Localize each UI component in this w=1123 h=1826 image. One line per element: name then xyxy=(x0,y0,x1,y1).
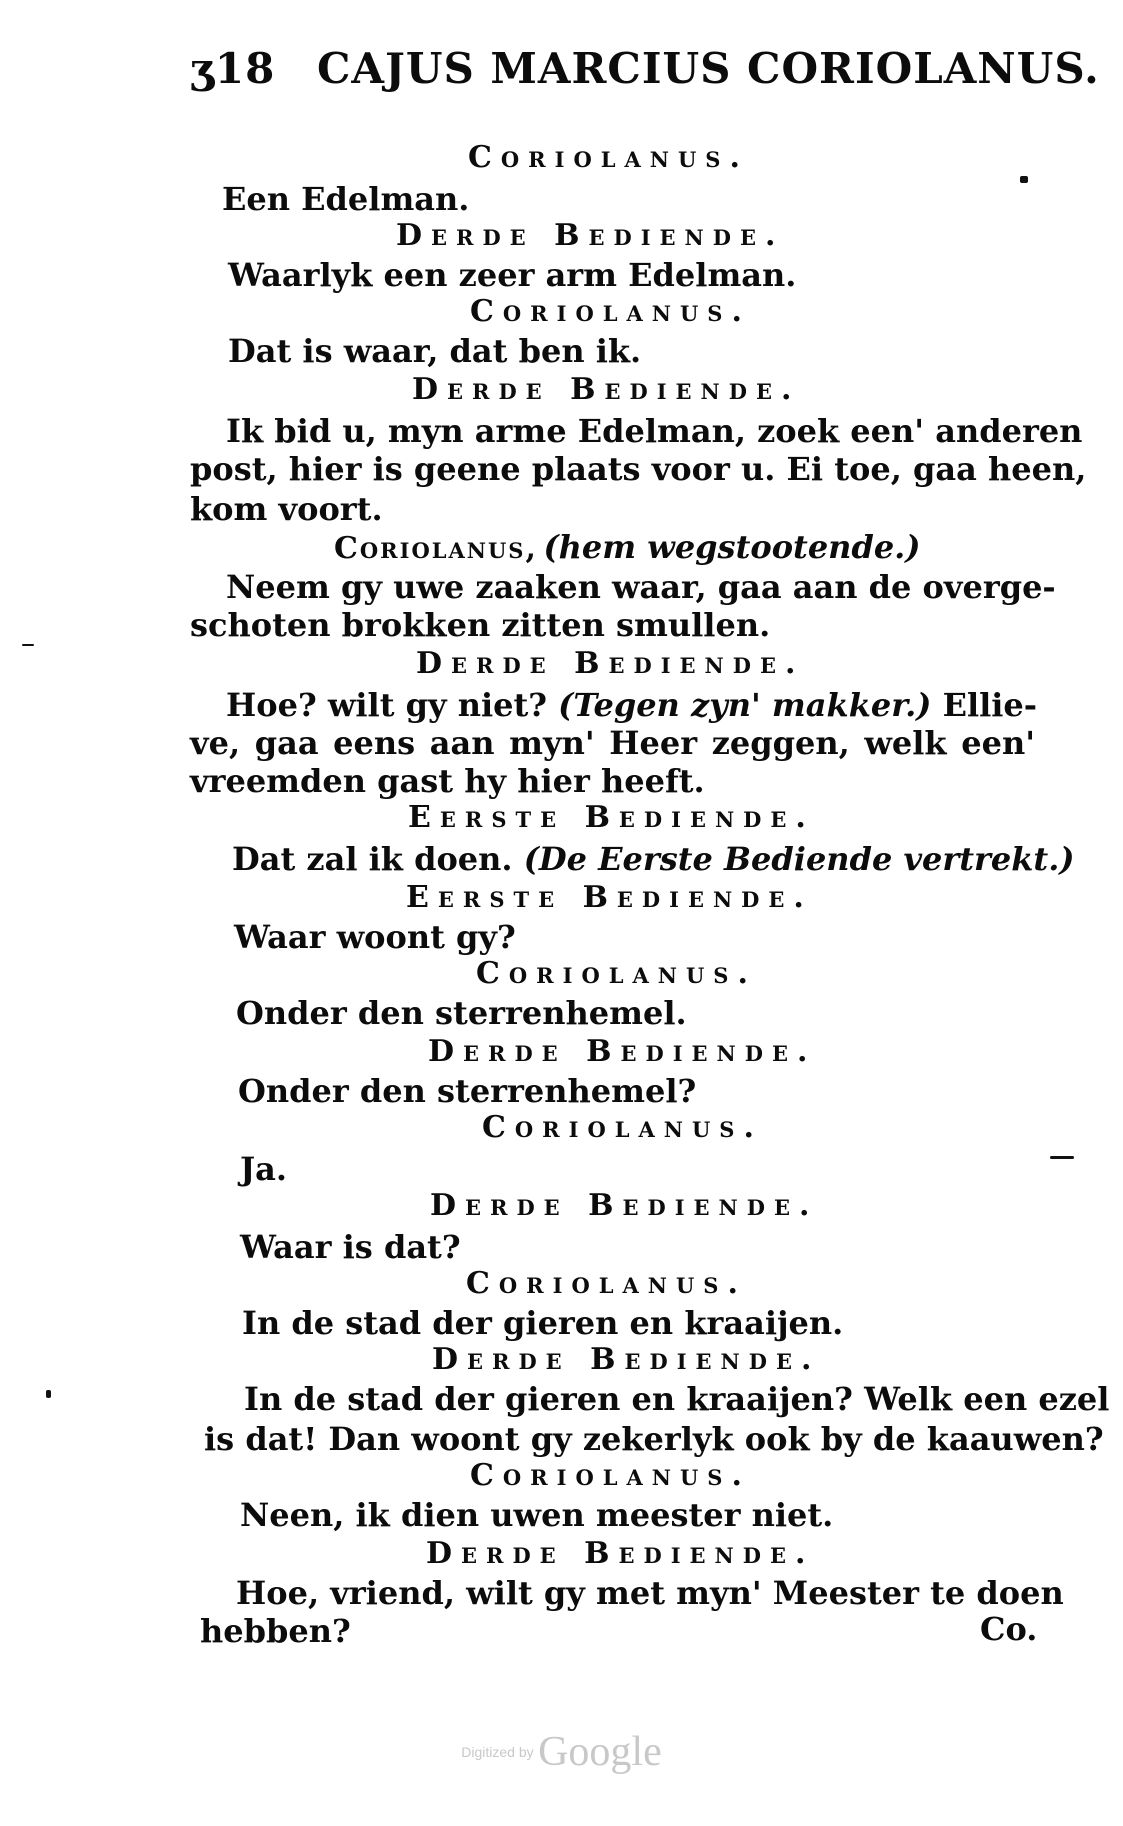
watermark-prefix: Digitized by xyxy=(461,1744,534,1760)
speaker-heading: Coriolanus. xyxy=(482,1110,763,1145)
speaker-heading: Coriolanus. xyxy=(470,1458,751,1493)
dialogue-line: Waarlyk een zeer arm Edelman. xyxy=(228,256,797,294)
dialogue-line: Onder den sterrenhemel. xyxy=(236,994,687,1032)
running-header xyxy=(190,44,1100,93)
speaker-heading: Eerste Bediende. xyxy=(406,880,813,915)
speaker-heading: Derde Bediende. xyxy=(416,646,805,681)
dialogue-line: ve, gaa eens aan myn' Heer zeggen, welk een' xyxy=(190,724,1035,762)
speaker-heading: Derde Bediende. xyxy=(430,1188,819,1223)
speaker-heading: Coriolanus. xyxy=(476,956,757,991)
dialogue-line xyxy=(232,840,1074,878)
ink-speck xyxy=(1020,176,1028,183)
dialogue-line: Dat is waar, dat ben ik. xyxy=(228,332,642,370)
speaker-heading: Coriolanus. xyxy=(470,294,751,329)
dialogue-line: vreemden gast hy hier heeft. xyxy=(190,762,705,800)
ink-speck xyxy=(22,644,34,646)
dialogue-text: Hoe? wilt gy niet? xyxy=(226,686,548,724)
speaker-with-direction xyxy=(334,528,920,566)
speaker-heading: Coriolanus, xyxy=(334,531,538,566)
dialogue-line: Waar is dat? xyxy=(240,1228,461,1266)
dialogue-line: Ja. xyxy=(240,1150,288,1188)
dialogue-line: schoten brokken zitten smullen. xyxy=(190,606,771,644)
speaker-heading: Coriolanus. xyxy=(466,1266,747,1301)
dialogue-line: In de stad der gieren en kraaijen. xyxy=(242,1304,844,1342)
dialogue-text: Ellie- xyxy=(942,686,1038,724)
google-watermark xyxy=(0,1728,1123,1776)
speaker-heading: Derde Bediende. xyxy=(432,1342,821,1377)
dialogue-line: Waar woont gy? xyxy=(234,918,516,956)
ink-speck xyxy=(46,1390,51,1398)
dialogue-line: Neen, ik dien uwen meester niet. xyxy=(240,1496,834,1534)
running-title: CAJUS MARCIUS CORIOLANUS. xyxy=(316,44,1100,93)
page-number: ʒ18 xyxy=(190,44,276,93)
dialogue-line: hebben? xyxy=(200,1612,351,1650)
dialogue-line: Een Edelman. xyxy=(222,180,470,218)
stage-direction: (Tegen zyn' makker.) xyxy=(558,686,932,724)
dialogue-text: Dat zal ik doen. xyxy=(232,840,513,878)
dialogue-line: Ik bid u, myn arme Edelman, zoek een' anderen xyxy=(226,412,1083,450)
dialogue-line: is dat! Dan woont gy zekerlyk ook by de kaauwen? xyxy=(204,1420,1104,1458)
ink-speck xyxy=(1050,1156,1074,1159)
stage-direction: (De Eerste Bediende vertrekt.) xyxy=(523,840,1075,878)
speaker-heading: Coriolanus. xyxy=(468,140,749,175)
stage-direction: (hem wegstootende.) xyxy=(543,528,921,566)
catchword: Co. xyxy=(980,1610,1038,1648)
dialogue-line: Neem gy uwe zaaken waar, gaa aan de overge- xyxy=(226,568,1056,606)
speaker-heading: Derde Bediende. xyxy=(412,372,801,407)
dialogue-line xyxy=(226,686,1037,724)
dialogue-line: post, hier is geene plaats voor u. Ei toe, gaa heen, xyxy=(190,450,1087,488)
dialogue-line: Hoe, vriend, wilt gy met myn' Meester te doen xyxy=(236,1574,1064,1612)
watermark-brand: Google xyxy=(538,1729,662,1775)
speaker-heading: Derde Bediende. xyxy=(396,218,785,253)
speaker-heading: Derde Bediende. xyxy=(426,1536,815,1571)
dialogue-line: Onder den sterrenhemel? xyxy=(238,1072,697,1110)
dialogue-line: In de stad der gieren en kraaijen? Welk een ezel xyxy=(244,1380,1110,1418)
dialogue-line: kom voort. xyxy=(190,490,383,528)
speaker-heading: Eerste Bediende. xyxy=(408,800,815,835)
speaker-heading: Derde Bediende. xyxy=(428,1034,817,1069)
